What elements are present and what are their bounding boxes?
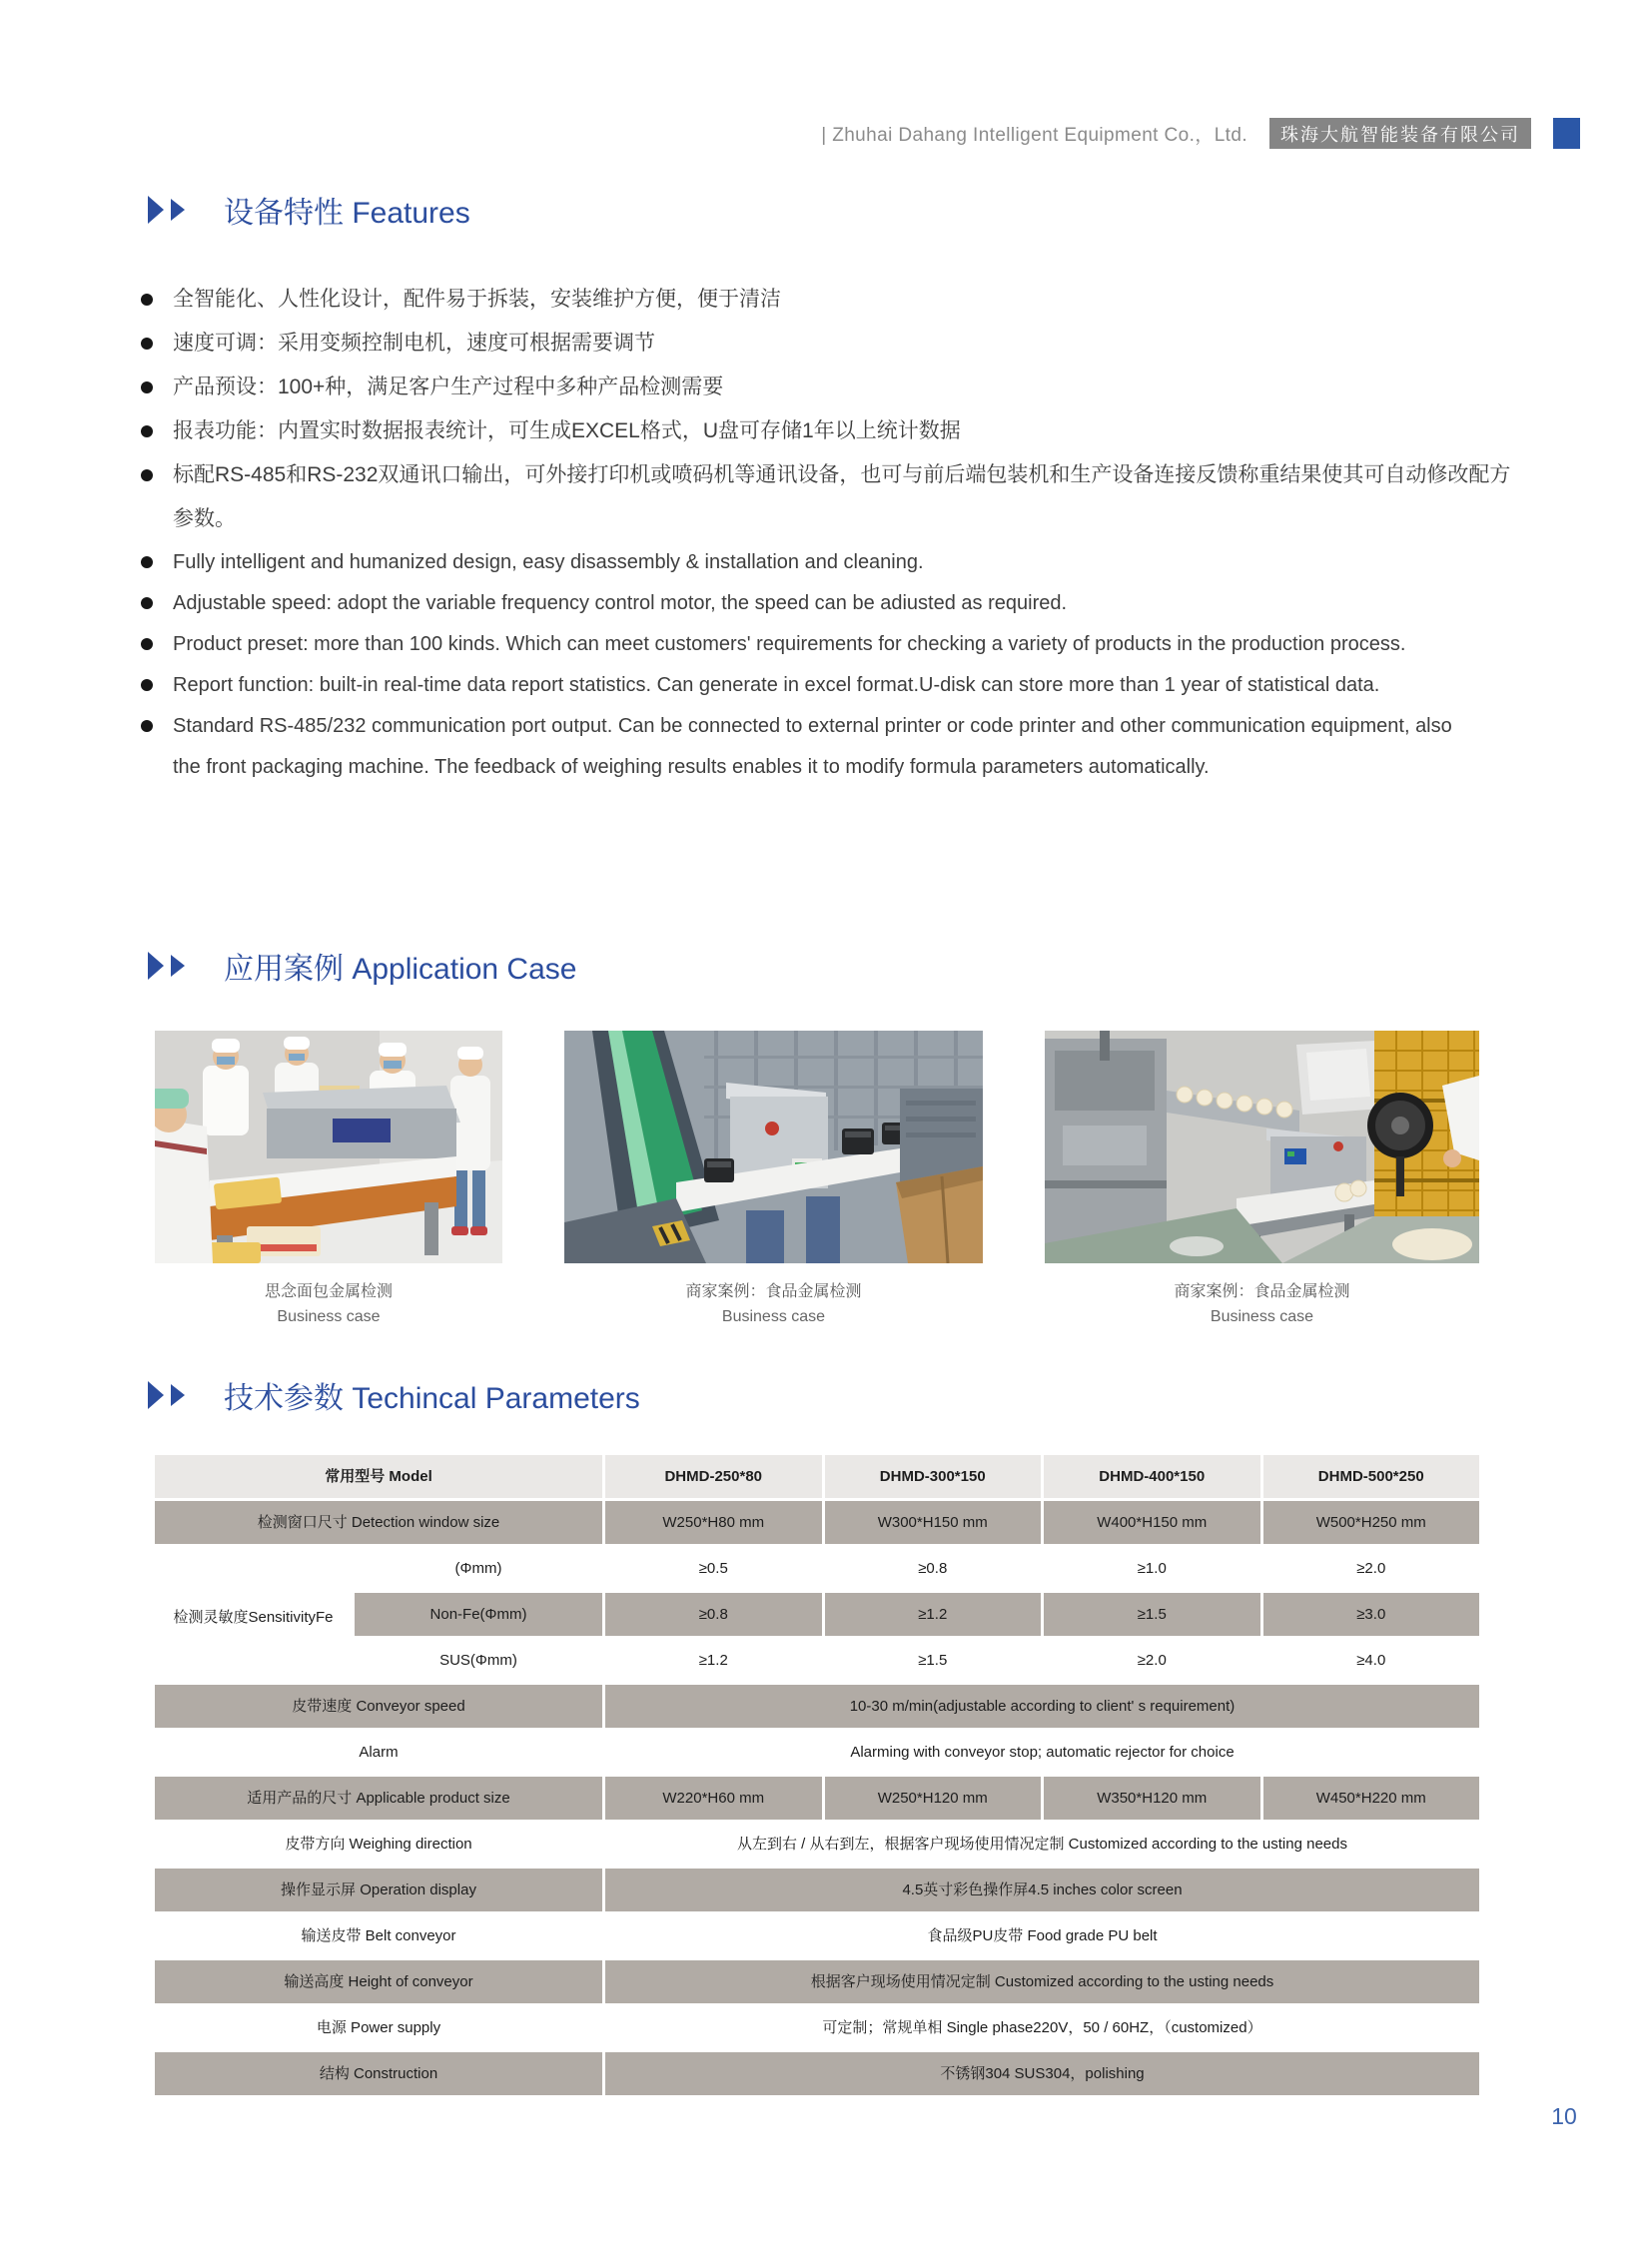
feature-text: 全智能化、人性化设计，配件易于拆装，安装维护方便，便于清洁: [173, 288, 781, 311]
feature-text: Fully intelligent and humanized design, easy disassembly & installation and cleaning.: [173, 551, 924, 573]
table-row-product-size: [155, 1777, 1479, 1820]
table-cell: W400*H150 mm: [1044, 1501, 1260, 1544]
bullet-icon: [141, 294, 153, 306]
table-row-label: 操作显示屏 Operation display: [155, 1869, 602, 1911]
table-row-label: 输送高度 Height of conveyor: [155, 1960, 602, 2003]
bullet-icon: [141, 556, 153, 568]
features-list-cn: [140, 278, 1528, 541]
feature-item: [140, 542, 1478, 583]
table-row-label: 输送皮带 Belt conveyor: [301, 1927, 456, 1944]
application-section-title: [148, 944, 576, 988]
table-row-construction: [155, 2052, 1479, 2095]
table-row-sublabel: Non-Fe(Φmm): [355, 1593, 602, 1636]
table-header-cell: DHMD-500*250: [1263, 1455, 1480, 1498]
table-row-label: 电源 Power supply: [316, 2019, 441, 2036]
table-header-cell: DHMD-400*150: [1044, 1455, 1260, 1498]
feature-item: [140, 322, 1528, 366]
bullet-icon: [141, 597, 153, 609]
table-cell: W450*H220 mm: [1263, 1777, 1480, 1820]
table-row-sensitivity-fe: [355, 1547, 1479, 1590]
feature-item: [140, 366, 1528, 409]
table-row-label: 皮带速度 Conveyor speed: [155, 1685, 602, 1728]
table-cell: ≥0.5: [698, 1560, 728, 1577]
table-cell: W500*H250 mm: [1263, 1501, 1480, 1544]
bullet-icon: [141, 679, 153, 691]
page-header: [0, 118, 1580, 149]
table-row-sublabel: (Φmm): [454, 1560, 502, 1577]
table-cell: 10-30 m/min(adjustable according to client' s requirement): [605, 1685, 1479, 1728]
double-triangle-icon: [148, 950, 196, 982]
table-cell: ≥1.5: [918, 1652, 948, 1669]
feature-text: 标配RS-485和RS-232双通讯口输出，可外接打印机或喷码机等通讯设备，也可与前后端包装机和生产设备连接反馈称重结果使其可自动修改配方参数。: [173, 463, 1511, 530]
parameters-section-title: [148, 1373, 640, 1417]
application-cases: [155, 1031, 1479, 1329]
table-row-detection-window: [155, 1501, 1479, 1544]
table-header-row: [155, 1455, 1479, 1498]
table-row-display: [155, 1869, 1479, 1911]
table-row-alarm: [155, 1731, 1479, 1774]
table-group-label: 检测灵敏度SensitivityFe: [173, 1608, 334, 1626]
table-cell: 根据客户现场使用情况定制 Customized according to the usting needs: [605, 1960, 1479, 2003]
table-cell: ≥1.5: [1044, 1593, 1260, 1636]
table-cell: ≥1.2: [698, 1652, 728, 1669]
table-cell: ≥1.0: [1137, 1560, 1167, 1577]
feature-text: Adjustable speed: adopt the variable frequency control motor, the speed can be adiusted as required.: [173, 592, 1068, 614]
case-caption-en: Business case: [721, 1308, 826, 1325]
case-caption-cn: 商家案例：食品金属检测: [685, 1283, 862, 1300]
case-caption-cn: 商家案例：食品金属检测: [1174, 1283, 1350, 1300]
case-photo-bread-factory: [155, 1031, 502, 1263]
bullet-icon: [141, 338, 153, 350]
table-header-cell: 常用型号 Model: [155, 1455, 602, 1498]
bullet-icon: [141, 425, 153, 437]
bullet-icon: [141, 381, 153, 393]
feature-item: [140, 583, 1478, 624]
features-list-en: [140, 542, 1478, 788]
feature-item: [140, 453, 1528, 541]
table-row-height: [155, 1960, 1479, 2003]
case-2: [564, 1031, 983, 1329]
bullet-icon: [141, 720, 153, 732]
case-photo-green-conveyor: [564, 1031, 983, 1263]
table-cell: ≥3.0: [1263, 1593, 1480, 1636]
bullet-icon: [141, 469, 153, 481]
table-cell: ≥2.0: [1356, 1560, 1386, 1577]
table-row-power: [155, 2006, 1479, 2049]
table-header-cell: DHMD-250*80: [605, 1455, 822, 1498]
company-name-en: | Zhuhai Dahang Intelligent Equipment Co.，Ltd.: [821, 125, 1247, 146]
section-title-text: 应用案例 Application Case: [224, 953, 577, 986]
table-cell: W250*H80 mm: [605, 1501, 822, 1544]
section-title-text: 技术参数 Techincal Parameters: [224, 1382, 640, 1415]
accent-square: [1553, 118, 1580, 149]
company-name-cn: 珠海大航智能装备有限公司: [1280, 124, 1520, 145]
table-cell: 可定制；常规单相 Single phase220V，50 / 60HZ，（customized）: [822, 2019, 1262, 2036]
section-title-text: 设备特性 Features: [224, 197, 470, 230]
bullet-icon: [141, 638, 153, 650]
case-1: [155, 1031, 502, 1329]
table-row-sublabel: SUS(Φmm): [439, 1652, 517, 1669]
table-row-sensitivity-sus: [355, 1639, 1479, 1682]
table-row-belt: [155, 1914, 1479, 1957]
features-section-title: [148, 188, 470, 232]
table-cell: Alarming with conveyor stop; automatic rejector for choice: [850, 1744, 1235, 1761]
table-row-label: 适用产品的尺寸 Applicable product size: [155, 1777, 602, 1820]
feature-text: 速度可调：采用变频控制电机，速度可根据需要调节: [173, 332, 655, 355]
table-row-conveyor-speed: [155, 1685, 1479, 1728]
case-photo-bakery-line: [1045, 1031, 1479, 1263]
table-cell: ≥4.0: [1356, 1652, 1386, 1669]
feature-text: Product preset: more than 100 kinds. Which can meet customers' requirements for checking a variety of products in the production process.: [173, 633, 1406, 655]
table-row-label: 皮带方向 Weighing direction: [285, 1836, 472, 1853]
table-cell: W220*H60 mm: [605, 1777, 822, 1820]
table-cell: 不锈钢304 SUS304，polishing: [605, 2052, 1479, 2095]
parameters-table: [155, 1455, 1479, 2098]
case-caption-cn: 思念面包金属检测: [264, 1283, 393, 1300]
table-cell: 4.5英寸彩色操作屏4.5 inches color screen: [605, 1869, 1479, 1911]
table-row-label: 检测窗口尺寸 Detection window size: [155, 1501, 602, 1544]
table-header-cell: DHMD-300*150: [825, 1455, 1042, 1498]
page-number: 10: [1551, 2103, 1577, 2129]
case-caption-en: Business case: [1210, 1308, 1314, 1325]
double-triangle-icon: [148, 1379, 196, 1411]
case-3: [1045, 1031, 1479, 1329]
feature-text: 产品预设：100+种，满足客户生产过程中多种产品检测需要: [173, 376, 724, 398]
table-cell: 食品级PU皮带 Food grade PU belt: [927, 1927, 1158, 1944]
case-caption-en: Business case: [277, 1308, 381, 1325]
feature-item: [140, 278, 1528, 322]
table-cell: 从左到右 / 从右到左，根据客户现场使用情况定制 Customized according to the usting needs: [736, 1836, 1347, 1853]
feature-item: [140, 665, 1478, 706]
table-row-direction: [155, 1823, 1479, 1866]
double-triangle-icon: [148, 194, 196, 226]
feature-text: 报表功能：内置实时数据报表统计，可生成EXCEL格式，U盘可存储1年以上统计数据: [173, 419, 961, 442]
feature-text: Standard RS-485/232 communication port output. Can be connected to external printer or code printer and other communication equipment, also the front packaging machine. The feedback of weighing results enables it to modify formula parameters automatically.: [173, 715, 1452, 778]
table-cell: W300*H150 mm: [825, 1501, 1042, 1544]
table-cell: W250*H120 mm: [825, 1777, 1042, 1820]
table-row-sensitivity-nonfe: [355, 1593, 1479, 1636]
table-row-label: 结构 Construction: [155, 2052, 602, 2095]
table-cell: W350*H120 mm: [1044, 1777, 1260, 1820]
table-cell: ≥0.8: [605, 1593, 822, 1636]
table-cell: ≥1.2: [825, 1593, 1042, 1636]
table-row-label: Alarm: [359, 1744, 399, 1761]
table-group-sensitivity: [155, 1547, 1479, 1685]
feature-item: [140, 409, 1528, 453]
feature-item: [140, 624, 1478, 665]
table-cell: ≥2.0: [1137, 1652, 1167, 1669]
company-name-badge: [1269, 118, 1531, 149]
feature-item: [140, 706, 1478, 788]
feature-text: Report function: built-in real-time data report statistics. Can generate in excel format.U-disk can store more than 1 year of statistical data.: [173, 674, 1380, 696]
table-cell: ≥0.8: [918, 1560, 948, 1577]
